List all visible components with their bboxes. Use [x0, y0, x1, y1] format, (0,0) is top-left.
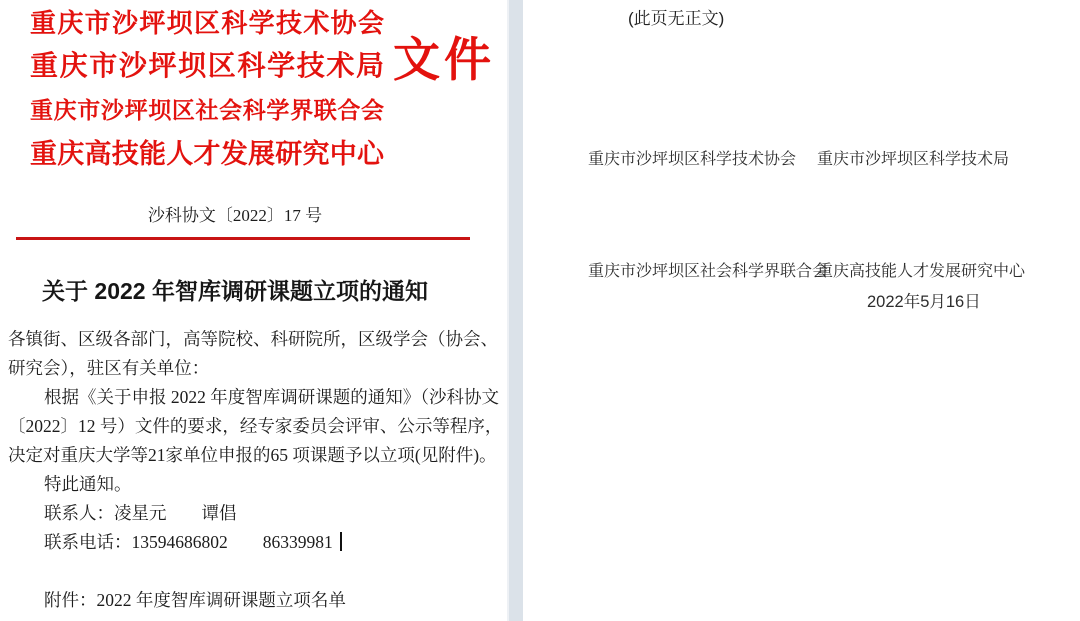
red-divider-rule	[16, 237, 470, 240]
body-line[interactable]: 根据《关于申报 2022 年度智库调研课题的通知》（沙科协文	[44, 387, 499, 407]
letterhead-line-2[interactable]: 重庆市沙坪坝区科学技术局	[30, 51, 384, 82]
contact-phone-line[interactable]	[8, 528, 478, 557]
text-cursor	[340, 532, 342, 551]
attachment-line[interactable]: 附件：2022 年度智库调研课题立项名单	[44, 590, 346, 610]
body-line[interactable]: 决定对重庆大学等21家单位申报的65 项课题予以立项(见附件)。	[8, 445, 497, 465]
letterhead-line-3[interactable]: 重庆市沙坪坝区社会科学界联合会	[30, 98, 384, 123]
wenjian-label[interactable]: 文件	[393, 35, 495, 87]
contact-person-line[interactable]: 联系人：凌星元 谭倡	[44, 503, 237, 523]
document-title[interactable]: 关于 2022 年智库调研课题立项的通知	[42, 278, 428, 304]
document-page-2[interactable]	[523, 0, 1080, 621]
signature-org-3[interactable]: 重庆市沙坪坝区社会科学界联合会	[588, 263, 829, 280]
body-line[interactable]: 特此通知。	[44, 474, 132, 494]
body-line[interactable]: 研究会），驻区有关单位：	[8, 358, 210, 378]
no-body-text-note[interactable]: (此页无正文)	[628, 9, 725, 28]
contact-phone-text[interactable]: 联系电话：13594686802 86339981	[44, 532, 333, 552]
letterhead-line-1[interactable]: 重庆市沙坪坝区科学技术协会	[30, 9, 384, 38]
document-page-1[interactable]	[0, 0, 507, 621]
document-number[interactable]: 沙科协文〔2022〕17 号	[147, 206, 323, 225]
body-line[interactable]: 各镇街、区级各部门，高等院校、科研院所，区级学会（协会、	[8, 329, 498, 349]
signature-org-1[interactable]: 重庆市沙坪坝区科学技术协会	[588, 151, 797, 168]
letterhead-line-4[interactable]: 重庆高技能人才发展研究中心	[30, 139, 384, 169]
body-line[interactable]: 〔2022〕12 号）文件的要求，经专家委员会评审、公示等程序，	[8, 416, 503, 436]
document-body[interactable]	[8, 325, 503, 615]
signature-date[interactable]: 2022年5月16日	[867, 293, 981, 311]
signature-org-4[interactable]: 重庆高技能人才发展研究中心	[817, 263, 1026, 280]
signature-org-2[interactable]: 重庆市沙坪坝区科学技术局	[817, 151, 1010, 168]
blank-line[interactable]	[8, 557, 478, 586]
